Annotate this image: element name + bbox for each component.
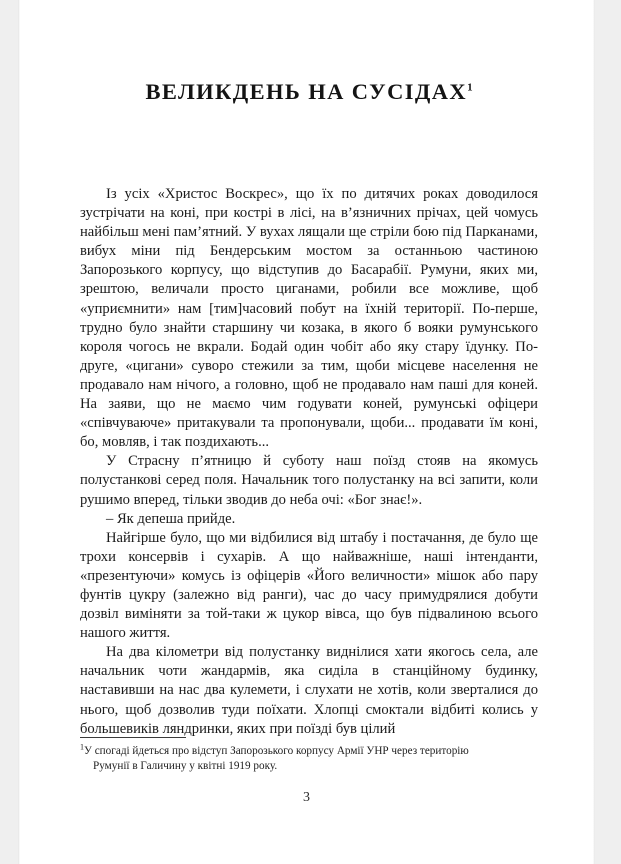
paragraph: Із усіх «Христос Воскрес», що їх по дитячих роках доводилося зустрічати на коні, при кострі в лісі, на в’язничних прічах, цей чомусь найбільш мені пам’ятний. У вухах лящали ще стріли бою під Парканами, вибух міни під Бендерським мостом за останньою частиною Запорозького корпусу, що відступив до Басарабії. Румуни, яких ми, зрештою, величали просто циганами, робили все можливе, щоб «уприємнити» нам [тим]часовий побут на їхній території. По-перше, трудно було знайти старшину чи козака, в якого б вояки румунського короля чогось не вкрали. Бодай один чобіт або яку стару їдунку. По-друге, «цигани» суворо стежили за тим, щоби місцеве населення не продавало нам нічого, а головно, щоб не продавало нам паші для коней. На заяви, що не маємо чим годувати коней, румунські офіцери «співчуваюче» притакували та пропонували, щоби... продавати їм коні, бо, мовляв, і так поздихають... bbox=[80, 186, 538, 451]
chapter-title-text: ВЕЛИКДЕНЬ НА СУСІДАХ bbox=[145, 79, 468, 104]
paragraph: У Страсну п’ятницю й суботу наш поїзд стояв на якомусь полустанкові серед поля. Начальник того полустанку на всі запити, коли рушимо вперед, тільки зводив до неба очі: «Бог знає!». bbox=[80, 453, 538, 508]
footnote-block bbox=[80, 737, 538, 773]
body-text bbox=[80, 185, 538, 739]
paragraph: На два кілометри від полустанку виднілися хати якогось села, але начальник чоти жандармів, яка сиділа в станційному будинку, наставивши на нас два кулемети, і слухати не хотів, коли зверталися до нього, щоб дозволив туди поїхати. Хлопці смоктали відбиті колись у большевиків ляндринки, яких при поїзді був цілий bbox=[80, 644, 538, 737]
dialogue-line: – Як депеша прийде. bbox=[106, 510, 236, 527]
paragraph: Найгірше було, що ми відбилися від штабу і постачання, де було ще трохи консервів і сухарів. А що найважніше, наші інтенданти, «презентуючи» комусь із офіцерів «Його величности» мішок або пару фунтів цукру (залежно від ранги), час до часу примудрялися добути дозвіл виміняти за той-таки ж цукор вівса, що був підвалиною всього нашого життя. bbox=[80, 529, 538, 642]
footnote-separator-rule bbox=[80, 737, 186, 738]
page-sheet bbox=[18, 0, 595, 864]
chapter-title bbox=[80, 80, 538, 105]
footnote-text bbox=[80, 744, 538, 773]
footnote-line-1: У спогаді йдеться про відступ Запорозького корпусу Армії УНР через територію bbox=[84, 745, 469, 757]
page-number: 3 bbox=[303, 790, 310, 805]
chapter-title-footnote-marker: 1 bbox=[467, 81, 473, 94]
footnote-line-2: Румунії в Галичину у квітні 1919 року. bbox=[93, 759, 278, 772]
footnote-marker: 1 bbox=[80, 742, 84, 752]
